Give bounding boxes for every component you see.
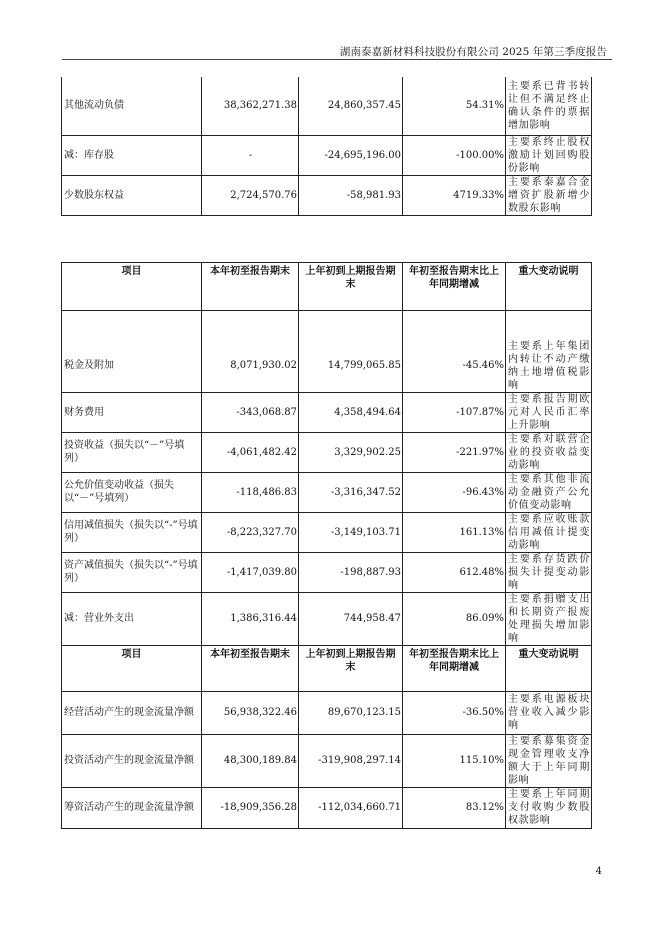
row-item: 减：库存股 <box>62 135 202 175</box>
row-previous: 24,860,357.45 <box>299 77 403 135</box>
row-change: -221.97% <box>403 432 506 472</box>
table-row <box>62 392 592 432</box>
header-item: 项目 <box>62 263 202 311</box>
row-current: 2,724,570.76 <box>202 175 299 215</box>
balance-sheet-changes-table <box>61 77 592 216</box>
table-row <box>62 691 592 734</box>
row-change: 4719.33% <box>403 175 506 215</box>
row-current: -4,061,482.42 <box>202 432 299 472</box>
row-note: 主要系上年集团内转让不动产缴纳土地增值税影响 <box>506 340 592 393</box>
row-item: 资产减值损失（损失以“-”号填列） <box>62 552 202 592</box>
row-current: -118,486.83 <box>202 472 299 512</box>
row-change: 612.48% <box>403 552 506 592</box>
row-change: -45.46% <box>403 340 506 393</box>
row-note: 主要系募集资金现金管理收支净额大于上年同期影响 <box>506 734 592 787</box>
table-header-row <box>62 645 592 691</box>
header-change: 年初至报告期末比上年同期增减 <box>403 645 506 691</box>
row-item: 投资活动产生的现金流量净额 <box>62 734 202 787</box>
row-note: 主要系报告期欧元对人民币汇率上升影响 <box>506 392 592 432</box>
row-item: 信用减值损失（损失以“-”号填列） <box>62 512 202 552</box>
row-previous: -198,887.93 <box>299 552 403 592</box>
row-item: 筹资活动产生的现金流量净额 <box>62 787 202 828</box>
row-note: 主要系其他非流动金融资产公允价值变动影响 <box>506 472 592 512</box>
row-change: 54.31% <box>403 77 506 135</box>
header-divider <box>62 59 612 60</box>
row-previous: -3,316,347.52 <box>299 472 403 512</box>
report-title: 湖南泰嘉新材料科技股份有限公司 2025 年第三季度报告 <box>339 46 607 58</box>
row-item: 经营活动产生的现金流量净额 <box>62 691 202 734</box>
table-row <box>62 135 592 175</box>
row-previous: 14,799,065.85 <box>299 340 403 393</box>
row-previous: 89,670,123.15 <box>299 691 403 734</box>
row-current: -343,068.87 <box>202 392 299 432</box>
income-cashflow-changes-table <box>61 262 592 829</box>
row-previous: -3,149,103.71 <box>299 512 403 552</box>
row-item: 财务费用 <box>62 392 202 432</box>
row-previous: 744,958.47 <box>299 592 403 645</box>
table-row <box>62 592 592 645</box>
row-note: 主要系上年同期支付收购少数股权款影响 <box>506 787 592 828</box>
header-previous: 上年初到上期报告期末 <box>299 263 403 311</box>
row-item: 公允价值变动收益（损失以“－”号填列） <box>62 472 202 512</box>
row-previous: -112,034,660.71 <box>299 787 403 828</box>
table-row <box>62 472 592 512</box>
row-current: 1,386,316.44 <box>202 592 299 645</box>
row-previous: -24,695,196.00 <box>299 135 403 175</box>
row-change: 86.09% <box>403 592 506 645</box>
row-current: - <box>202 135 299 175</box>
row-current: -1,417,039.80 <box>202 552 299 592</box>
row-previous: -319,908,297.14 <box>299 734 403 787</box>
table-row <box>62 512 592 552</box>
row-item: 投资收益（损失以“－”号填列） <box>62 432 202 472</box>
row-previous: 4,358,494.64 <box>299 392 403 432</box>
row-item: 其他流动负债 <box>62 77 202 135</box>
table-row <box>62 340 592 393</box>
table-header-row <box>62 263 592 311</box>
header-change: 年初至报告期末比上年同期增减 <box>403 263 506 311</box>
row-change: -100.00% <box>403 135 506 175</box>
row-note: 主要系泰嘉合金增资扩股新增少数股东影响 <box>506 175 592 215</box>
row-previous: 3,329,902.25 <box>299 432 403 472</box>
row-change: 83.12% <box>403 787 506 828</box>
row-note: 主要系已背书转让但不满足终止确认条件的票据增加影响 <box>506 77 592 135</box>
table-row <box>62 175 592 215</box>
row-current: 56,938,322.46 <box>202 691 299 734</box>
table-spacer-row <box>62 311 592 340</box>
header-item: 项目 <box>62 645 202 691</box>
header-note: 重大变动说明 <box>506 645 592 691</box>
row-current: -8,223,327.70 <box>202 512 299 552</box>
table-row <box>62 77 592 135</box>
header-current: 本年初至报告期末 <box>202 263 299 311</box>
row-current: 8,071,930.02 <box>202 340 299 393</box>
row-note: 主要系应收账款信用减值计提变动影响 <box>506 512 592 552</box>
row-change: -107.87% <box>403 392 506 432</box>
row-note: 主要系捐赠支出和长期资产报废处理损失增加影响 <box>506 592 592 645</box>
row-item: 减：营业外支出 <box>62 592 202 645</box>
table-row <box>62 552 592 592</box>
row-item: 少数股东权益 <box>62 175 202 215</box>
header-note: 重大变动说明 <box>506 263 592 311</box>
row-change: 161.13% <box>403 512 506 552</box>
row-item: 税金及附加 <box>62 340 202 393</box>
row-change: 115.10% <box>403 734 506 787</box>
row-change: -36.50% <box>403 691 506 734</box>
row-current: -18,909,356.28 <box>202 787 299 828</box>
row-previous: -58,981.93 <box>299 175 403 215</box>
table-row <box>62 734 592 787</box>
row-note: 主要系电源板块营业收入减少影响 <box>506 691 592 734</box>
header-current: 本年初至报告期末 <box>202 645 299 691</box>
row-note: 主要系终止股权激励计划回购股份影响 <box>506 135 592 175</box>
row-current: 48,300,189.84 <box>202 734 299 787</box>
row-current: 38,362,271.38 <box>202 77 299 135</box>
header-previous: 上年初到上期报告期末 <box>299 645 403 691</box>
row-note: 主要系对联营企业的投资收益变动影响 <box>506 432 592 472</box>
row-change: -96.43% <box>403 472 506 512</box>
table-row <box>62 432 592 472</box>
row-note: 主要系存货跌价损失计提变动影响 <box>506 552 592 592</box>
table-row <box>62 787 592 828</box>
page-number: 4 <box>595 866 602 877</box>
